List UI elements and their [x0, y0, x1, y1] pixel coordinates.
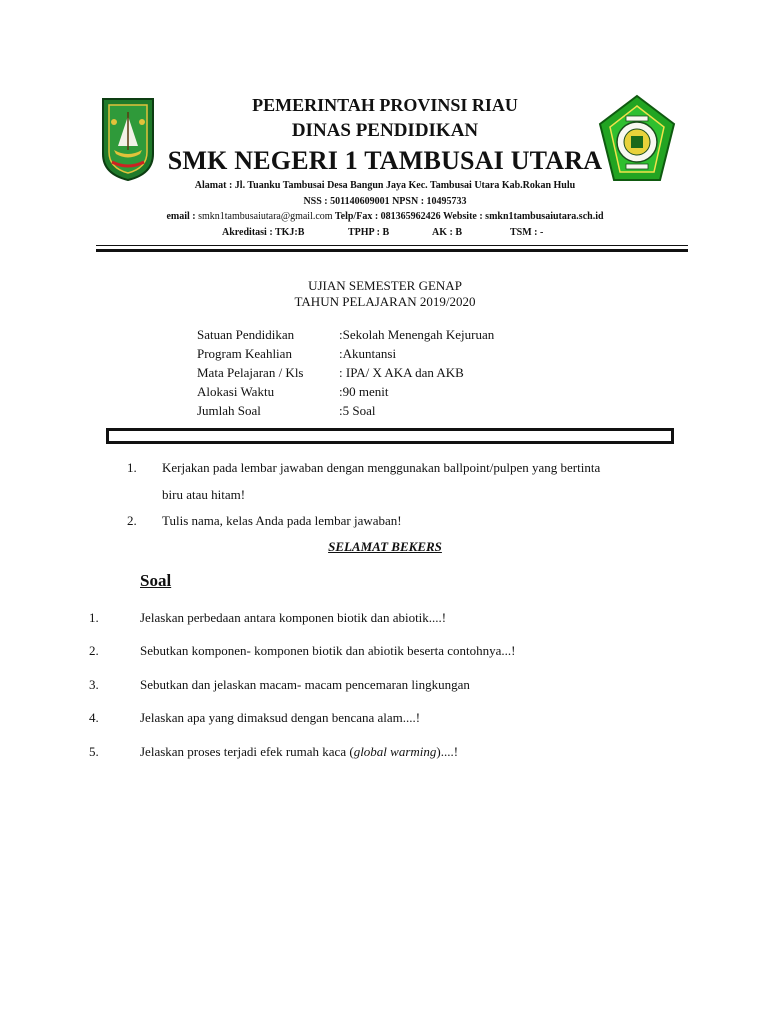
- question-text: Jelaskan perbedaan antara komponen biotik dan abiotik....!: [140, 610, 447, 625]
- question-text-part: )....!: [436, 744, 459, 759]
- school-name: SMK NEGERI 1 TAMBUSAI UTARA: [167, 146, 603, 175]
- question-text-part: Jelaskan proses terjadi efek rumah kaca (: [140, 744, 354, 759]
- info-value: : IPA/ X AKA dan AKB: [339, 365, 464, 380]
- accreditation-tkj: Akreditasi : TKJ:B: [222, 227, 305, 238]
- info-label: Mata Pelajaran / Kls: [197, 365, 304, 380]
- question-number: 5.: [89, 744, 99, 759]
- instruction-text: Tulis nama, kelas Anda pada lembar jawaban!: [162, 513, 402, 528]
- school-nss-npsn: NSS : 501140609001 NPSN : 10495733: [303, 196, 467, 207]
- question-number: 4.: [89, 710, 99, 725]
- accreditation-ak: AK : B: [432, 227, 462, 238]
- info-value: :90 menit: [339, 384, 389, 399]
- accreditation-line: [222, 227, 562, 238]
- info-label: Jumlah Soal: [197, 403, 261, 418]
- info-value: :5 Soal: [339, 403, 376, 418]
- info-label: Program Keahlian: [197, 346, 292, 361]
- smk-school-emblem-icon: [598, 94, 676, 184]
- header-divider-thick: [96, 249, 688, 252]
- header-divider-thin: [96, 245, 688, 246]
- instruction-box-bar: [106, 428, 674, 444]
- department-title: DINAS PENDIDIKAN: [291, 120, 479, 141]
- school-address: Alamat : Jl. Tuanku Tambusai Desa Bangun Jaya Kec. Tambusai Utara Kab.Rokan Hulu: [194, 180, 576, 191]
- instruction-text: Kerjakan pada lembar jawaban dengan menggunakan ballpoint/pulpen yang bertinta: [162, 460, 601, 475]
- question-text: Sebutkan dan jelaskan macam- macam pencemaran lingkungan: [140, 677, 470, 692]
- question-text: [140, 744, 700, 760]
- exam-year: TAHUN PELAJARAN 2019/2020: [294, 294, 476, 309]
- question-number: 2.: [89, 643, 99, 658]
- question-text: Sebutkan komponen- komponen biotik dan abiotik beserta contohnya...!: [140, 643, 516, 658]
- exam-title: UJIAN SEMESTER GENAP: [308, 278, 462, 293]
- info-label: Satuan Pendidikan: [197, 327, 295, 342]
- question-text: Jelaskan apa yang dimaksud dengan bencana alam....!: [140, 710, 421, 725]
- school-contact: [120, 211, 650, 222]
- email-label: email :: [166, 211, 199, 222]
- question-number: 3.: [89, 677, 99, 692]
- question-text-italic: global warming: [353, 744, 437, 759]
- instruction-text-continued: biru atau hitam!: [162, 487, 246, 502]
- instruction-number: 1.: [127, 460, 137, 475]
- accreditation-tphp: TPHP : B: [348, 227, 390, 238]
- government-title: PEMERINTAH PROVINSI RIAU: [252, 95, 518, 115]
- greeting: SELAMAT BEKERS: [328, 539, 442, 554]
- question-number: 1.: [89, 610, 99, 625]
- info-label: Alokasi Waktu: [197, 384, 275, 399]
- email-value: smkn1tambusaiutara@gmail.com: [198, 211, 333, 222]
- info-value: :Akuntansi: [339, 346, 397, 361]
- instruction-number: 2.: [127, 513, 137, 528]
- info-value: :Sekolah Menengah Kejuruan: [339, 327, 495, 342]
- accreditation-tsm: TSM : -: [510, 227, 544, 238]
- telp-website: Telp/Fax : 081365962426 Website : smkn1tambusaiutara.sch.id: [332, 211, 604, 222]
- questions-heading: Soal: [140, 571, 172, 590]
